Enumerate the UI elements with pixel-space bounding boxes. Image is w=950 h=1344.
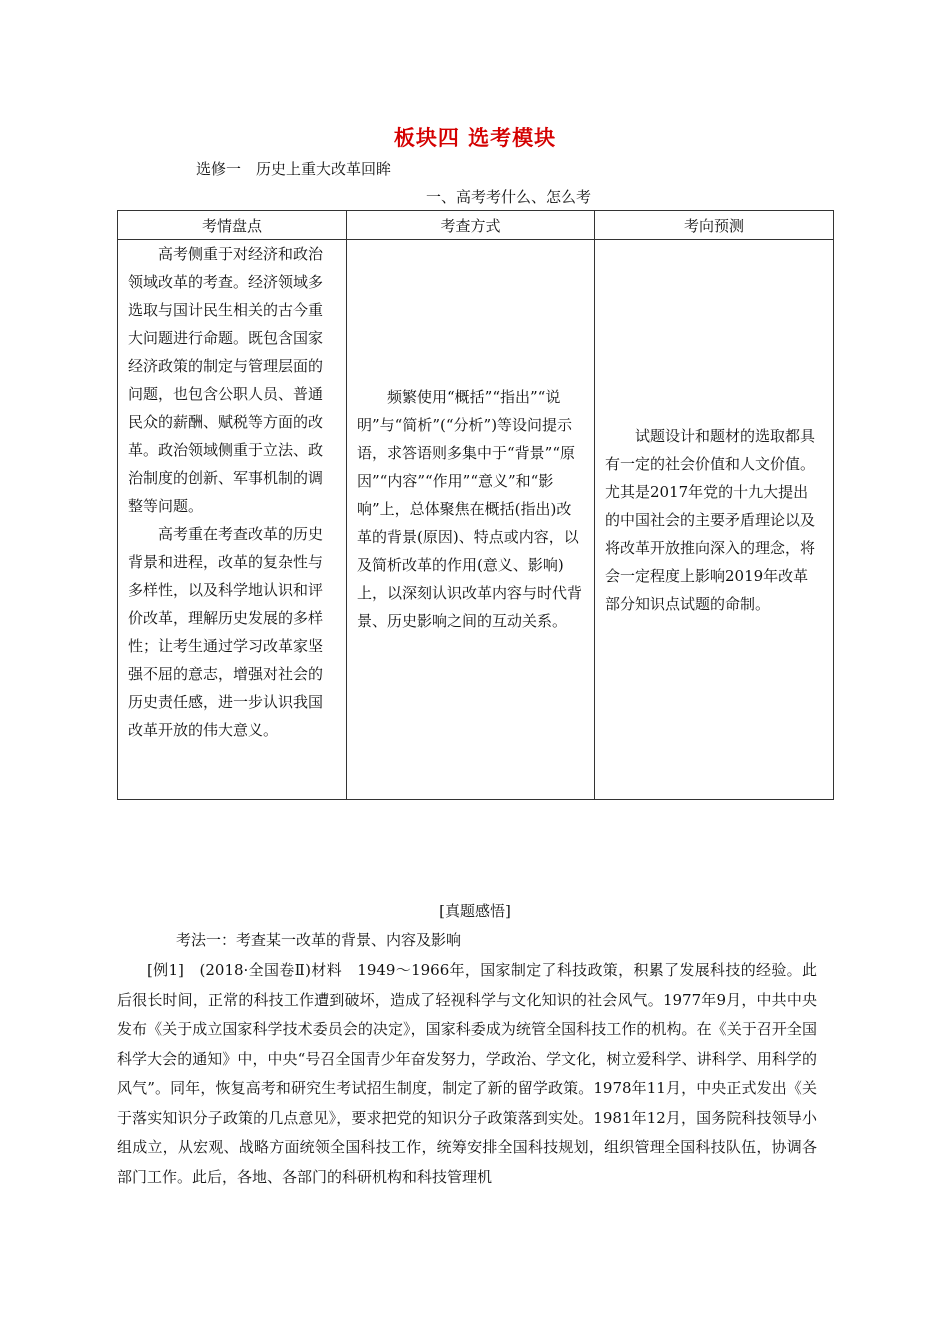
header-exam-method: 考查方式 — [347, 211, 595, 240]
page-title: 板块四 选考模块 — [393, 125, 557, 150]
exam-review-paragraph-1: 高考侧重于对经济和政治领域改革的考查。经济领域多选取与国计民生相关的古今重大问题进行命题。既包含国家经济政策的制定与管理层面的问题，也包含公职人员、普通民众的薪酬、赋税等方面的改革。政治领域侧重于立法、政治制度的创新、军事机制的调整等问题。 — [128, 245, 324, 515]
header-exam-review: 考情盘点 — [118, 211, 347, 240]
section-heading: 一、高考考什么、怎么考 — [426, 188, 592, 206]
cell-exam-review — [118, 240, 347, 800]
exam-overview-table — [117, 210, 834, 800]
module-subtitle: 选修一 历史上重大改革回眸 — [196, 160, 392, 178]
example-paragraph: [例1] (2018·全国卷Ⅱ)材料 1949～1966年，国家制定了科技政策，积累了发展科技的经验。此后很长时间，正常的科技工作遭到破坏，造成了轻视科学与文化知识的社会风气。1977年9月，中共中央发布《关于成立国家科学技术委员会的决定》，国家科委成为统管全国科技工作的机构。在《关于召开全国科学大会的通知》中，中央“号召全国青少年奋发努力，学政治、学文化，树立爱科学、讲科学、用科学的风气”。同年，恢复高考和研究生考试招生制度，制定了新的留学政策。1978年11月，中央正式发出《关于落实知识分子政策的几点意见》，要求把党的知识分子政策落到实处。1981年12月，国务院科技领导小组成立，从宏观、战略方面统领全国科技工作，统筹安排全国科技规划，组织管理全国科技队伍，协调各部门工作。此后，各地、各部门的科研机构和科技管理机 — [117, 961, 817, 1186]
method-line: 考法一：考查某一改革的背景、内容及影响 — [176, 931, 462, 949]
exam-review-paragraph-2: 高考重在考查改革的历史背景和进程，改革的复杂性与多样性，以及科学地认识和评价改革，理解历史发展的多样性；让考生通过学习改革家坚强不屈的意志，增强对社会的历史责任感，进一步认识我国改革开放的伟大意义。 — [128, 525, 324, 739]
cell-exam-forecast: 试题设计和题材的选取都具有一定的社会价值和人文价值。尤其是2017年党的十九大提出的中国社会的主要矛盾理论以及将改革开放推向深入的理念，将会一定程度上影响2019年改革部分知识点试题的命制。 — [595, 240, 834, 800]
table-row — [118, 240, 834, 800]
header-exam-forecast: 考向预测 — [595, 211, 834, 240]
cell-exam-method: 频繁使用“概括”“指出”“说明”与“简析”(“分析”)等设问提示语，求答语则多集中于“背景”“原因”“内容”“作用”“意义”和“影响”上，总体聚焦在概括(指出)改革的背景(原因)、特点或内容，以及简析改革的作用(意义、影响)上，以深刻认识改革内容与时代背景、历史影响之间的互动关系。 — [347, 240, 595, 800]
truth-heading: [真题感悟] — [439, 902, 511, 920]
table-header-row — [118, 211, 834, 240]
